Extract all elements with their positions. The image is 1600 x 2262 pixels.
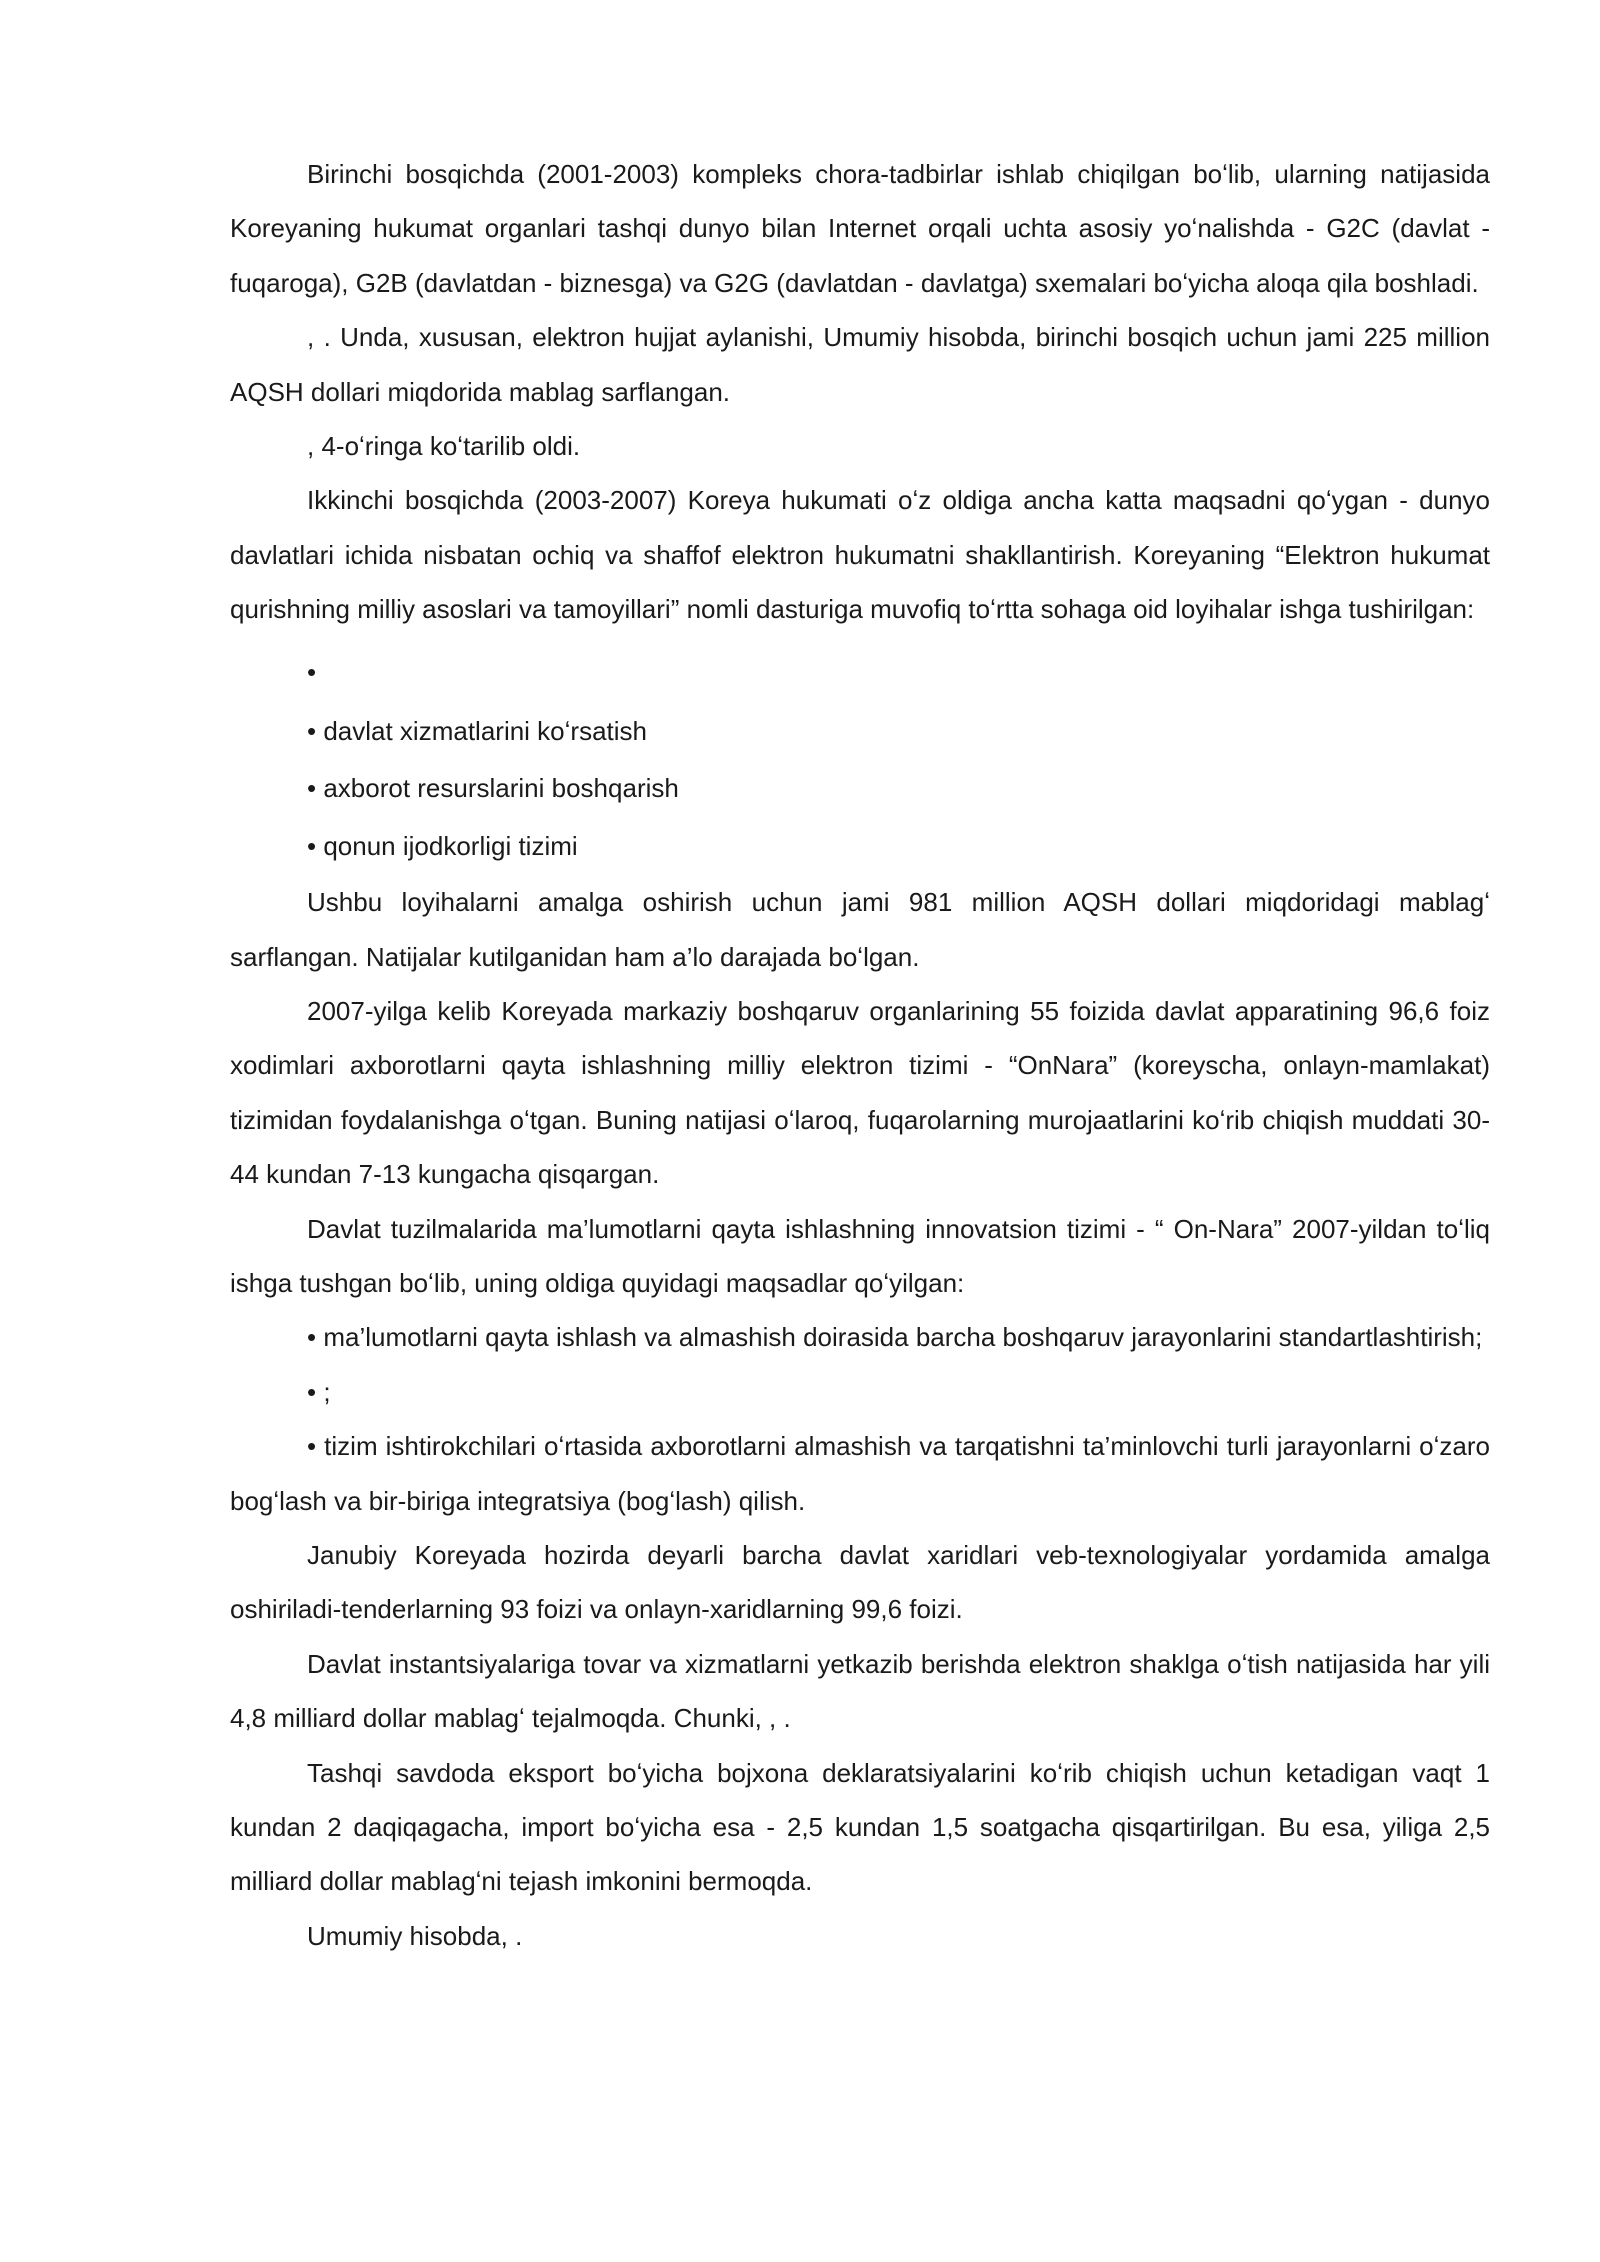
paragraph-second-stage: Ikkinchi bosqichda (2003-2007) Koreya hukumati oʻz oldiga ancha katta maqsadni qoʻygan - dunyo davlatlari ichida nisbatan ochiq va shaffof elektron hukumatni shakllantirish. Koreyaning “Elektron hukumat qurishning milliy asoslari va tamoyillari” nomli dasturiga muvofiq toʻrtta sohaga oid loyihalar ishga tushirilgan: [230,485,1490,625]
paragraph-first-stage: Birinchi bosqichda (2001-2003) kompleks chora-tadbirlar ishlab chiqilgan boʻlib, ularning natijasida Koreyaning hukumat organlari tashqi dunyo bilan Internet orqali uchta asosiy yoʻnalishda - G2C (davlat - fuqaroga), G2B (davlatdan - biznesga) va G2G (davlatdan - davlatga) sxemalari boʻyicha aloqa qila boshladi. [230,159,1490,298]
paragraph-procurement: Janubiy Koreyada hozirda deyarli barcha davlat xaridlari veb-texnologiyalar yordamida amalga oshiriladi-tenderlarning 93 foizi va onlayn-xaridlarning 99,6 foizi. [230,1540,1490,1625]
paragraph-summary: Umumiy hisobda, . [307,1920,523,1951]
paragraph-savings: Davlat instantsiyalariga tovar va xizmatlarni yetkazib berishda elektron shaklga oʻtish natijasida har yili 4,8 milliard dollar mablagʻ tejalmoqda. Chunki, , . [230,1648,1490,1734]
document-page [230,147,1490,1963]
list-item: • [307,656,317,687]
paragraph-onnara-2007: 2007-yilga kelib Koreyada markaziy boshqaruv organlarining 55 foizida davlat apparatining 96,6 foiz xodimlari axborotlarni qayta ishlashning milliy elektron tizimi - “OnNara” (koreyscha, onlayn-mamlakat) tizimidan foydalanishga oʻtgan. Buning natijasi oʻlaroq, fuqarolarning murojaatlarini koʻrib chiqish muddati 30-44 kundan 7-13 kungacha qisqargan. [230,995,1490,1190]
paragraph-customs: Tashqi savdoda eksport boʻyicha bojxona deklaratsiyalarini koʻrib chiqish uchun ketadigan vaqt 1 kundan 2 daqiqagacha, import boʻyicha esa - 2,5 kundan 1,5 soatgacha qisqartirilgan. Bu esa, yiliga 2,5 milliard dollar mablagʻni tejash imkonini bermoqda. [230,1757,1490,1897]
list-item: • axborot resurslarini boshqarish [307,773,679,804]
list-item: • ma’lumotlarni qayta ishlash va almashish doirasida barcha boshqaruv jarayonlarini standartlashtirish; [307,1322,1483,1353]
list-item: • davlat xizmatlarini koʻrsatish [307,715,647,746]
paragraph-funding-225: , . Unda, xususan, elektron hujjat aylanishi, Umumiy hisobda, birinchi bosqich uchun jami 225 million AQSH dollari miqdorida mablag sarflangan. [230,322,1490,407]
list-item: • ; [307,1376,331,1407]
paragraph-rank: , 4-oʻringa koʻtarilib oldi. [307,431,581,462]
list-item: • tizim ishtirokchilari oʻrtasida axborotlarni almashish va tarqatishni ta’minlovchi turli jarayonlarni oʻzaro bogʻlash va bir-biriga integratsiya (bogʻlash) qilish. [230,1431,1490,1516]
bullet-list-projects [230,641,1490,876]
bullet-list-goals [230,1310,1490,1528]
paragraph-funding-981: Ushbu loyihalarni amalga oshirish uchun jami 981 million AQSH dollari miqdoridagi mablagʻ sarflangan. Natijalar kutilganidan ham a’lo darajada boʻlgan. [230,887,1490,972]
list-item: • qonun ijodkorligi tizimi [307,830,578,861]
paragraph-onnara-goals: Davlat tuzilmalarida ma’lumotlarni qayta ishlashning innovatsion tizimi - “ On-Nara” 2007-yildan toʻliq ishga tushgan boʻlib, uning oldiga quyidagi maqsadlar qoʻyilgan: [230,1213,1490,1298]
